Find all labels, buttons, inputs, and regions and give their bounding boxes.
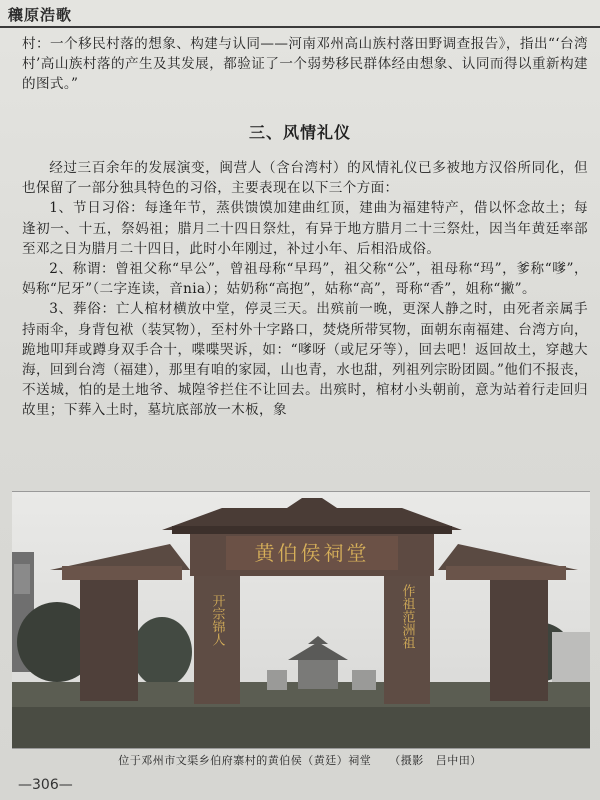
intro-paragraph: 村：一个移民村落的想象、构建与认同——河南邓州高山族村落田野调查报告》，指出“‘台湾村’高山族村落的产生及其发展，都验证了一个弱势移民群体经由想象、认同而得以重新构建的图式。” — [22, 36, 588, 93]
caption-photographer: 吕中田） — [435, 754, 482, 767]
caption-text: 位于邓州市文渠乡伯府寨村的黄伯侯（黄廷）祠堂 — [118, 754, 372, 767]
intro-block — [22, 34, 588, 95]
photo-caption — [0, 752, 600, 768]
paragraph-funeral-customs: 3、葬俗：亡人棺材横放中堂，停灵三天。出殡前一晚，更深人静之时，由死者亲属手持雨伞，身背包袱（装冥物），至村外十字路口，焚烧所带冥物，面朝东南福建、台湾方向，跪地叩拜或蹲身双手合十，喋喋哭诉，如：“嗲呀（或尼牙等），回去吧！返回故土，穿越大海，回到台湾（福建），那里有咱的家园，山也青，水也甜，列祖列宗盼团圆。”他们不报丧，不送城，怕的是土地爷、城隍爷拦住不让回去。出殡时，棺材小头朝前，意为站着行走回归故里；下葬入土时，墓坑底部放一木板，象 — [22, 301, 588, 419]
right-couplet: 作祖范洲祖 — [399, 584, 415, 649]
left-couplet: 开宗锦人 — [209, 594, 225, 646]
body-text — [22, 158, 588, 421]
caption-credit: （摄影 — [389, 754, 424, 767]
header-rule — [0, 26, 600, 28]
plaque-text: 黄伯侯祠堂 — [254, 541, 370, 565]
page-number: —306— — [18, 777, 73, 793]
section-title: 三、风情礼仪 — [248, 123, 351, 142]
paragraph-festival-customs: 1、节日习俗：每逢年节，蒸供馈馍加建曲红顶，建曲为福建特产，借以怀念故土；每逢初一、十五，祭妈祖；腊月二十四日祭灶，有异于地方腊月二十三祭灶，因当年黄廷率部至邓之日为腊月二十四日，此时小年刚过，补过小年、后相沿成俗。 — [22, 200, 588, 257]
running-head: 穰原浩歌 — [8, 6, 73, 24]
paragraph-kinship-terms: 2、称谓：曾祖父称“早公”，曾祖母称“早玛”，祖父称“公”，祖母称“玛”，爹称“嗲”，妈称“尼牙”（二字连读，音nia）；姑奶称“高抱”，姑称“高”，哥称“香”，姐称“撇”。 — [22, 261, 588, 298]
memorial-archway-photo — [12, 491, 590, 749]
paragraph-intro: 经过三百余年的发展演变，闽营人（含台湾村）的风情礼仪已多被地方汉俗所同化，但也保留了一部分独具特色的习俗，主要表现在以下三个方面： — [22, 160, 588, 197]
